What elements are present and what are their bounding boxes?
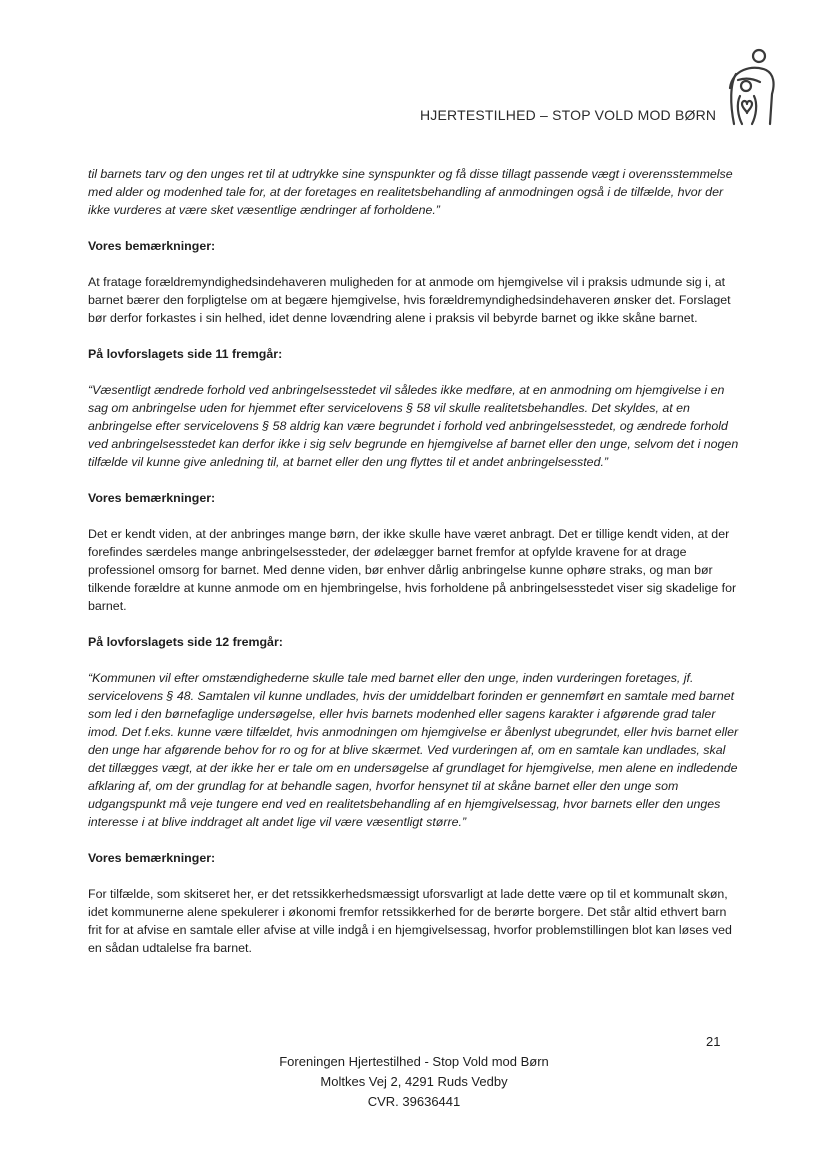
page-footer bbox=[0, 1052, 828, 1112]
section-heading: På lovforslagets side 12 fremgår: bbox=[88, 635, 283, 649]
section-heading: På lovforslagets side 11 fremgår: bbox=[88, 347, 283, 361]
body-paragraph: Det er kendt viden, at der anbringes mange børn, der ikke skulle have været anbragt. Det er tillige kendt viden, at der forefindes særdeles mange anbringelsessteder, der ødelægger barnet fremfor at opfylde kravene for at drage professionel omsorg for barnet. Med denne viden, bør enhver dårlig anbringelse kunne ophøre straks, og man bør tilkende forældre at kunne anmode om en hjembringelse, hvis forholdene på anbringelsesstedet viser sig skadelige for barnet. bbox=[88, 527, 737, 613]
quote-paragraph: “Væsentligt ændrede forhold ved anbringelsesstedet vil således ikke medføre, at en anmodning om hjemgivelse i en sag om anbringelse uden for hjemmet efter servicelovens § 58 vil skulle realitetsbehandles. Det skyldes, at en anbringelse efter servicelovens § 58 aldrig kan være begrundet i forhold ved anbringelsesstedet, og ændrede forhold ved anbringelsesstedet kan derfor ikke i sig selv begrunde en hjemgivelse af barnet eller den unge, selvom det i nogen tilfælde vil kunne give anledning til, at barnet eller den ung flyttes til et andet anbringelsessted.” bbox=[88, 383, 739, 469]
section-heading: Vores bemærkninger: bbox=[88, 851, 216, 865]
footer-cvr: CVR. 39636441 bbox=[367, 1094, 461, 1109]
footer-address: Moltkes Vej 2, 4291 Ruds Vedby bbox=[320, 1074, 508, 1089]
body-paragraph: At fratage forældremyndighedsindehaveren muligheden for at anmode om hjemgivelse vil i praksis udmunde sig i, at barnet bærer den forpligtelse om at begære hjemgivelse, hvis forældremyndighedsindehaveren ønsker det. Forslaget bør derfor forkastes i sin helhed, idet denne lovændring alene i praksis vil bebyrde barnet og ikke skåne barnet. bbox=[88, 275, 731, 325]
quote-paragraph: “Kommunen vil efter omstændighederne skulle tale med barnet eller den unge, inden vurderingen foretages, jf. servicelovens § 48. Samtalen vil kunne undlades, hvis der umiddelbart forinden er gennemført en samtale med barnet som led i den børnefaglige undersøgelse, eller hvis barnets modenhed eller sagens karakter i afgørende grad taler imod. Det f.eks. kunne være tilfældet, hvis anmodningen om hjemgivelse er åbenlyst ubegrundet, eller hvis barnet eller den unge har afgørende behov for ro og for at blive skærmet. Ved vurderingen af, om en samtale kan undlades, skal det tillægges vægt, at der ikke her er tale om en undersøgelse af grundlaget for hjemgivelse, men alene en indledende afklaring af, om der grundlag for at behandle sagen, hvorfor hensynet til at skåne barnet eller den unge som udgangspunkt må veje tungere end ved en realitetsbehandling af en hjemgivelsessag, hvor barnets eller den unges interesse i at blive inddraget alt andet lige vil være væsentligt større.” bbox=[88, 671, 739, 829]
page-header-title: HJERTESTILHED – STOP VOLD MOD BØRN bbox=[420, 107, 717, 123]
section-heading: Vores bemærkninger: bbox=[88, 491, 216, 505]
section-heading: Vores bemærkninger: bbox=[88, 239, 216, 253]
page-number: 21 bbox=[706, 1034, 721, 1049]
body-paragraph: For tilfælde, som skitseret her, er det retssikkerhedsmæssigt uforsvarligt at lade dette være op til et kommunalt skøn, idet kommunerne alene spekulerer i økonomi fremfor retssikkerhed for de berørte borgere. Det står altid ethvert barn frit for at afvise en samtale eller afvise at ville indgå i en hjemgivelsessag, hvorfor problemstillingen blot kan løses ved en sådan udtalelse fra barnet. bbox=[88, 887, 732, 955]
document-body bbox=[88, 165, 740, 975]
quote-paragraph: til barnets tarv og den unges ret til at udtrykke sine synspunkter og få disse tillagt passende vægt i overensstemmelse med alder og modenhed tale for, at der foretages en realitetsbehandling af anmodningen også i de tilfælde, hvor der ikke vurderes at være sket væsentlige ændringer af forholdene.” bbox=[88, 167, 733, 217]
family-heart-logo-icon bbox=[722, 44, 778, 136]
footer-org-name: Foreningen Hjertestilhed - Stop Vold mod Børn bbox=[279, 1054, 549, 1069]
